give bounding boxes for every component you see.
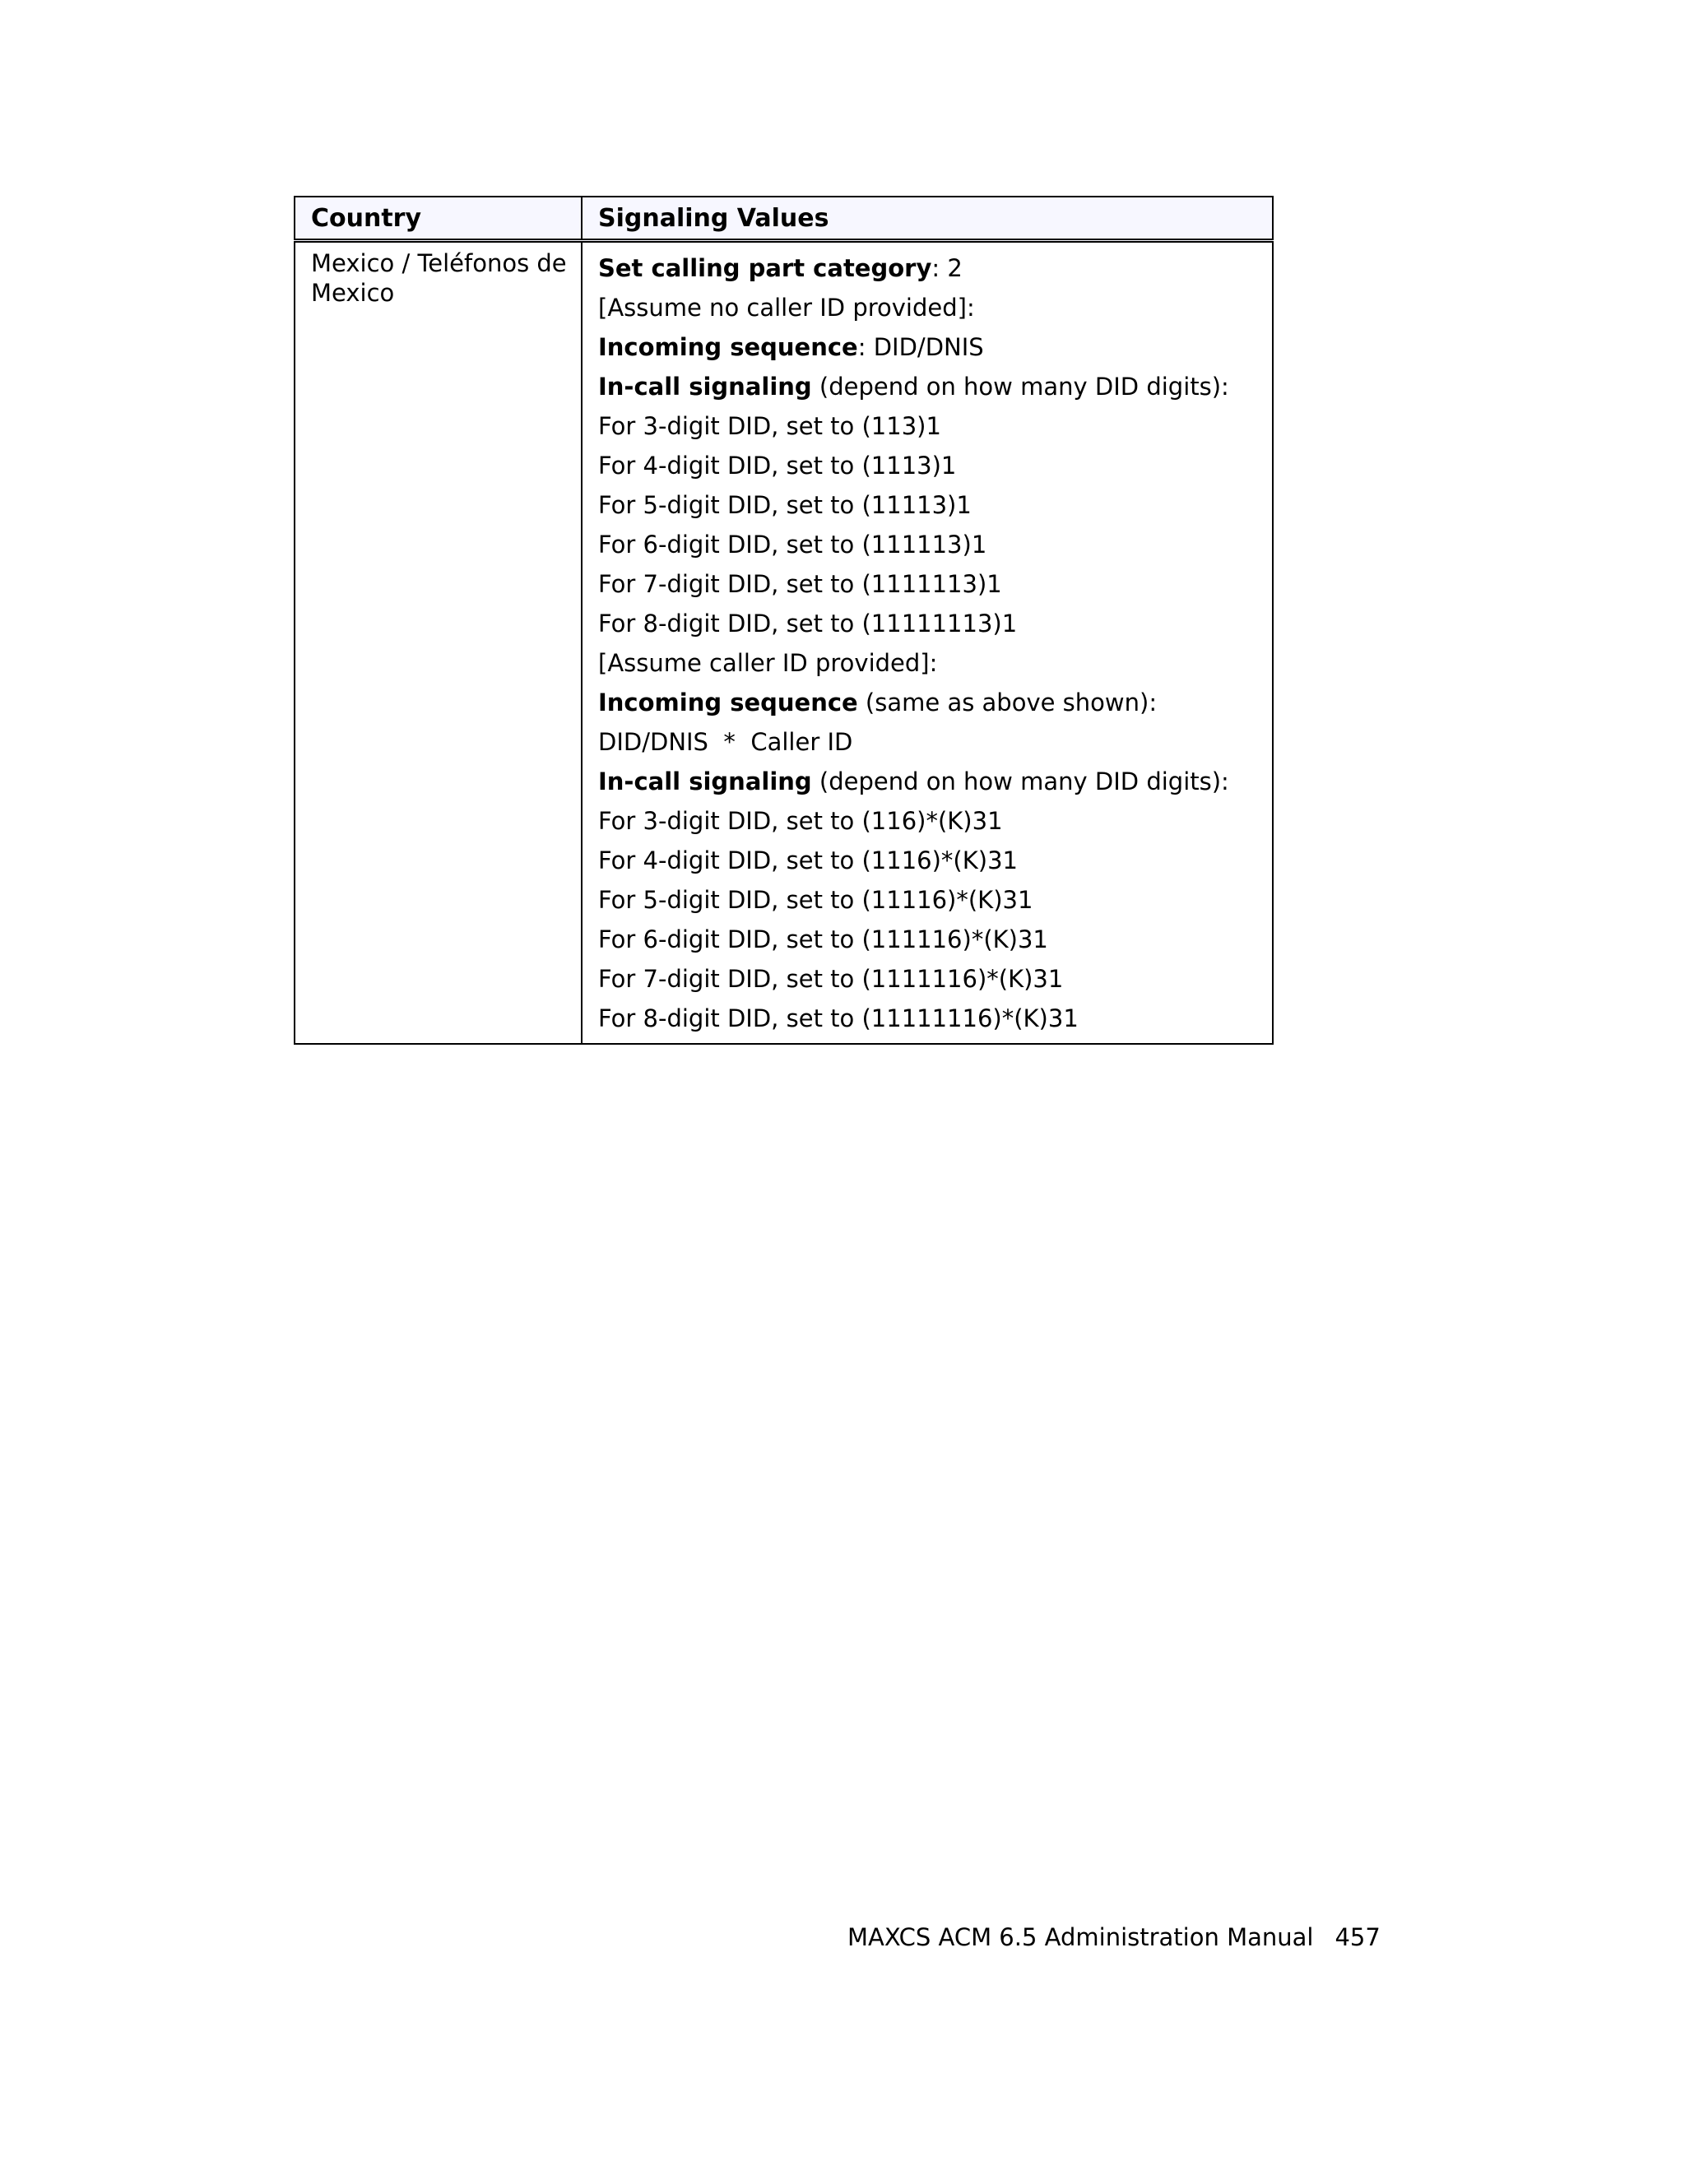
signaling-value-line — [598, 762, 1264, 801]
signaling-value-line — [598, 604, 1264, 643]
signaling-value-line — [598, 406, 1264, 446]
table-row — [295, 241, 1273, 1045]
signaling-values-table — [294, 196, 1274, 1045]
signaling-value-line — [598, 288, 1264, 327]
signaling-value-label: Incoming sequence — [598, 689, 858, 716]
signaling-value-text: For 7-digit DID, set to (1111116)*(K)31 — [598, 965, 1064, 993]
signaling-value-label: In-call signaling — [598, 373, 812, 401]
country-column-header: Country — [295, 197, 582, 241]
signaling-value-text: For 4-digit DID, set to (1113)1 — [598, 452, 957, 480]
signaling-value-line — [598, 841, 1264, 880]
signaling-value-line — [598, 367, 1264, 406]
signaling-values-column-header: Signaling Values — [582, 197, 1273, 241]
signaling-value-text: For 8-digit DID, set to (11111116)*(K)31 — [598, 1004, 1079, 1032]
signaling-value-text: For 7-digit DID, set to (1111113)1 — [598, 570, 1002, 598]
signaling-value-text: For 8-digit DID, set to (11111113)1 — [598, 610, 1018, 638]
signaling-value-line — [598, 564, 1264, 604]
manual-title: MAXCS ACM 6.5 Administration Manual — [847, 1923, 1314, 1951]
signaling-value-text: For 5-digit DID, set to (11116)*(K)31 — [598, 886, 1033, 914]
signaling-value-text: For 3-digit DID, set to (113)1 — [598, 412, 941, 440]
table-header-row — [295, 197, 1273, 241]
signaling-value-line — [598, 999, 1264, 1038]
signaling-value-line — [598, 248, 1264, 288]
signaling-value-line — [598, 920, 1264, 959]
signaling-value-text: DID/DNIS * Caller ID — [598, 728, 853, 756]
signaling-value-text: [Assume caller ID provided]: — [598, 649, 938, 677]
signaling-value-line — [598, 327, 1264, 367]
signaling-value-line — [598, 525, 1264, 564]
signaling-value-text: : DID/DNIS — [857, 333, 984, 361]
signaling-value-line — [598, 643, 1264, 683]
page-number: 457 — [1335, 1923, 1381, 1951]
signaling-value-text: (depend on how many DID digits): — [811, 373, 1229, 401]
signaling-value-line — [598, 485, 1264, 525]
signaling-value-text: For 6-digit DID, set to (111116)*(K)31 — [598, 925, 1048, 953]
signaling-value-text: (depend on how many DID digits): — [811, 767, 1229, 795]
signaling-value-text: [Assume no caller ID provided]: — [598, 294, 975, 322]
signaling-value-text: (same as above shown): — [857, 689, 1158, 716]
signaling-values-cell — [582, 241, 1273, 1045]
signaling-value-line — [598, 683, 1264, 722]
country-cell: Mexico / Teléfonos de Mexico — [295, 241, 582, 1045]
signaling-value-text: For 4-digit DID, set to (1116)*(K)31 — [598, 846, 1018, 874]
signaling-value-label: Set calling part category — [598, 254, 932, 282]
signaling-value-line — [598, 722, 1264, 762]
signaling-value-label: Incoming sequence — [598, 333, 858, 361]
page-footer — [847, 1923, 1381, 1951]
signaling-value-line — [598, 880, 1264, 920]
signaling-value-line — [598, 446, 1264, 485]
signaling-value-text: For 6-digit DID, set to (111113)1 — [598, 531, 987, 559]
signaling-value-text: : 2 — [931, 254, 963, 282]
signaling-value-label: In-call signaling — [598, 767, 812, 795]
signaling-value-text: For 5-digit DID, set to (11113)1 — [598, 491, 972, 519]
signaling-value-text: For 3-digit DID, set to (116)*(K)31 — [598, 807, 1003, 835]
signaling-value-line — [598, 959, 1264, 999]
signaling-value-line — [598, 801, 1264, 841]
